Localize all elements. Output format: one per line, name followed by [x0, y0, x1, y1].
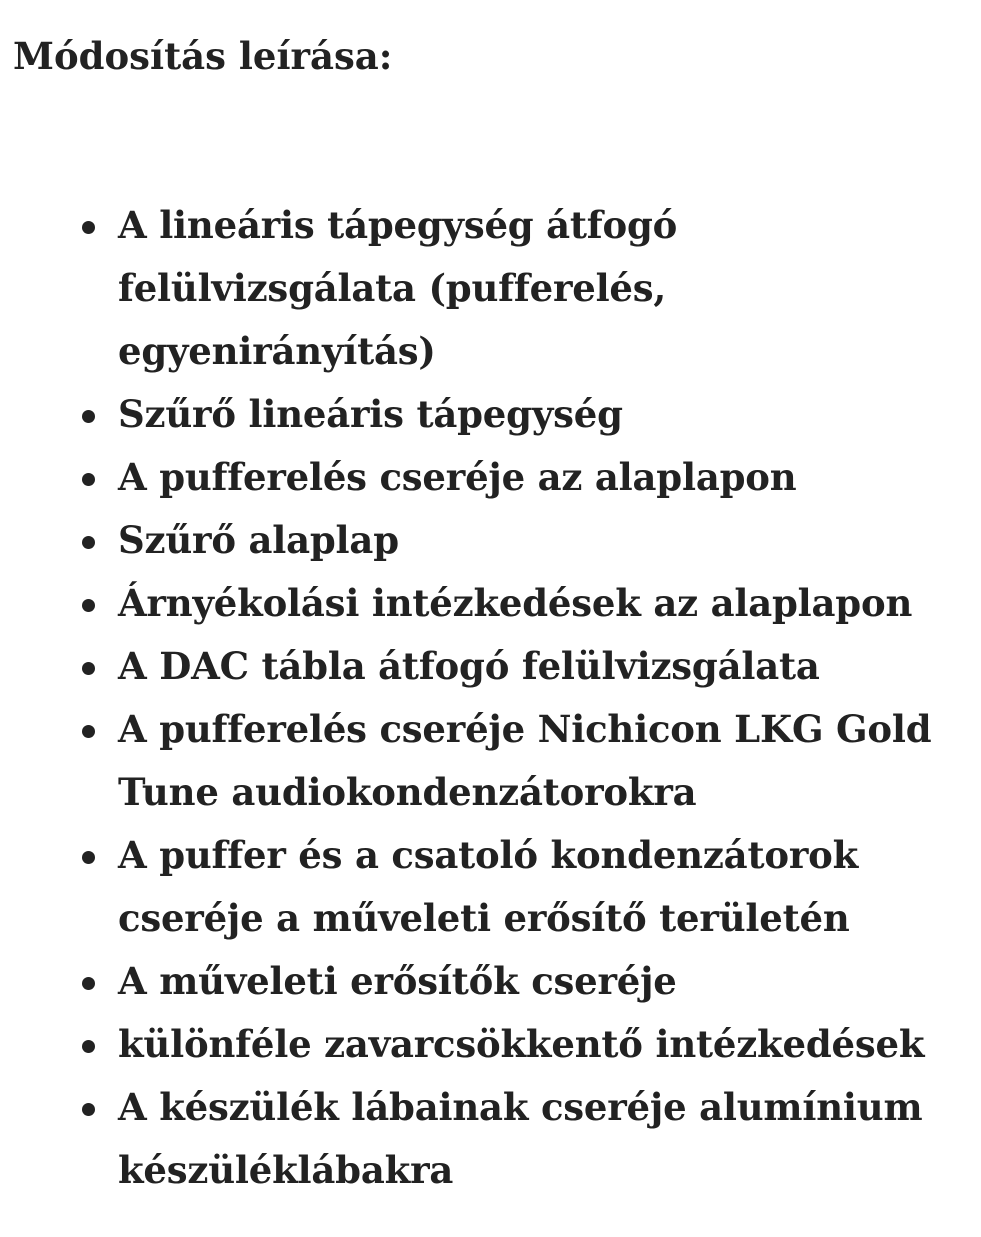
- list-item: [118, 698, 973, 824]
- list-item-text: A puffer és a csatoló kondenzátorok cseréje a műveleti erősítő területén: [118, 833, 859, 940]
- list-item-text: A műveleti erősítők cseréje: [118, 959, 677, 1003]
- bullet-icon: [82, 1040, 95, 1053]
- modification-list: [118, 194, 973, 1202]
- list-item-text: Szűrő alaplap: [118, 518, 399, 562]
- bullet-icon: [82, 851, 95, 864]
- list-item-text: Árnyékolási intézkedések az alaplapon: [118, 581, 913, 625]
- bullet-icon: [82, 410, 95, 423]
- list-item-text: Szűrő lineáris tápegység: [118, 392, 623, 436]
- list-item-text: különféle zavarcsökkentő intézkedések: [118, 1022, 925, 1066]
- list-item: [118, 194, 973, 383]
- bullet-icon: [82, 977, 95, 990]
- list-item: [118, 383, 973, 446]
- list-item-text: A pufferelés cseréje Nichicon LKG Gold Tune audiokondenzátorokra: [118, 707, 932, 814]
- list-item-text: A pufferelés cseréje az alaplapon: [118, 455, 797, 499]
- list-item: [118, 1013, 973, 1076]
- list-item: [118, 824, 973, 950]
- bullet-icon: [82, 662, 95, 675]
- list-item: [118, 1076, 973, 1202]
- bullet-icon: [82, 599, 95, 612]
- section-heading: Módosítás leírása:: [13, 34, 393, 78]
- list-item-text: A DAC tábla átfogó felülvizsgálata: [118, 644, 820, 688]
- list-item: [118, 950, 973, 1013]
- list-item-text: A lineáris tápegység átfogó felülvizsgálata (pufferelés, egyenirányítás): [118, 203, 678, 373]
- bullet-icon: [82, 1103, 95, 1116]
- bullet-icon: [82, 536, 95, 549]
- list-item: [118, 572, 973, 635]
- list-item: [118, 446, 973, 509]
- bullet-icon: [82, 725, 95, 738]
- list-item: [118, 509, 973, 572]
- list-item: [118, 635, 973, 698]
- bullet-icon: [82, 473, 95, 486]
- bullet-icon: [82, 221, 95, 234]
- list-item-text: A készülék lábainak cseréje alumínium készüléklábakra: [118, 1085, 923, 1192]
